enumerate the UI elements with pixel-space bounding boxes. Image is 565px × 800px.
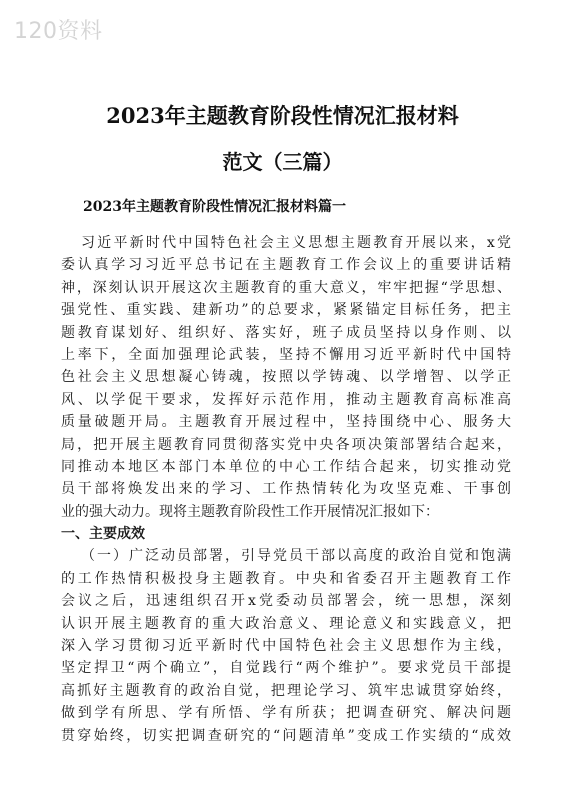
paragraph-line: 质量破题开局。主题教育开展过程中，坚持围绕中心、服务大 [61, 414, 511, 431]
paragraph-line: 认识开展主题教育的重大政治意义、理论意义和实践意义，把 [61, 615, 511, 632]
paragraph-line: 局，把开展主题教育同贯彻落实党中央各项决策部署结合起来， [61, 436, 511, 453]
paragraph-line: 坚定捍卫“两个确立”，自觉践行“两个维护”。要求党员干部提 [61, 660, 511, 677]
paragraph-line: 贯穿始终，切实把调查研究的“问题清单”变成工作实绩的“成效 [61, 727, 511, 744]
paragraph-line: 题教育谋划好、组织好、落实好，班子成员坚持以身作则、以 [61, 324, 511, 341]
paragraph-line: 业的强大动力。现将主题教育阶段性工作开展情况汇报如下： [61, 503, 439, 520]
document-subtitle: 范文（三篇） [222, 150, 343, 174]
document-body [61, 232, 511, 747]
watermark: 120资料 [14, 19, 103, 44]
paragraph-line: 上率下，全面加强理论武装，坚持不懈用习近平新时代中国特 [61, 346, 511, 363]
paragraph-line: 做到学有所思、学有所悟、学有所获；把调查研究、解决问题 [61, 705, 511, 722]
paragraph-line: 同推动本地区本部门本单位的中心工作结合起来，切实推动党 [61, 458, 511, 475]
paragraph-line: 习近平新时代中国特色社会主义思想主题教育开展以来，x党 [81, 235, 511, 251]
paragraph-line: （一）广泛动员部署，引导党员干部以高度的政治自觉和饱满 [81, 548, 511, 565]
paragraph-line: 的工作热情积极投身主题教育。中央和省委召开主题教育工作 [61, 570, 511, 587]
paragraph-line: 高抓好主题教育的政治自觉，把理论学习、筑牢忠诚贯穿始终， [61, 682, 511, 699]
paragraph-line: 会议之后，迅速组织召开x党委动员部署会，统一思想，深刻 [61, 593, 511, 610]
paragraph-line: 神，深刻认识开展这次主题教育的重大意义，牢牢把握“学思想、 [61, 279, 511, 296]
paragraph-line: 强党性、重实践、建新功”的总要求，紧紧锚定目标任务，把主 [61, 302, 511, 319]
section-heading: 2023年主题教育阶段性情况汇报材料篇一 [83, 199, 346, 215]
subsection-heading: 一、主要成效 [61, 526, 145, 543]
paragraph-line: 员干部将焕发出来的学习、工作热情转化为攻坚克难、干事创 [61, 481, 511, 498]
paragraph-line: 委认真学习习近平总书记在主题教育工作会议上的重要讲话精 [61, 257, 511, 274]
paragraph-line: 风、以学促干要求，发挥好示范作用，推动主题教育高标准高 [61, 391, 511, 408]
paragraph-line: 色社会主义思想凝心铸魂，按照以学铸魂、以学增智、以学正 [61, 369, 511, 386]
document-title: 2023年主题教育阶段性情况汇报材料 [106, 103, 459, 128]
paragraph-line: 深入学习贯彻习近平新时代中国特色社会主义思想作为主线， [61, 638, 511, 655]
